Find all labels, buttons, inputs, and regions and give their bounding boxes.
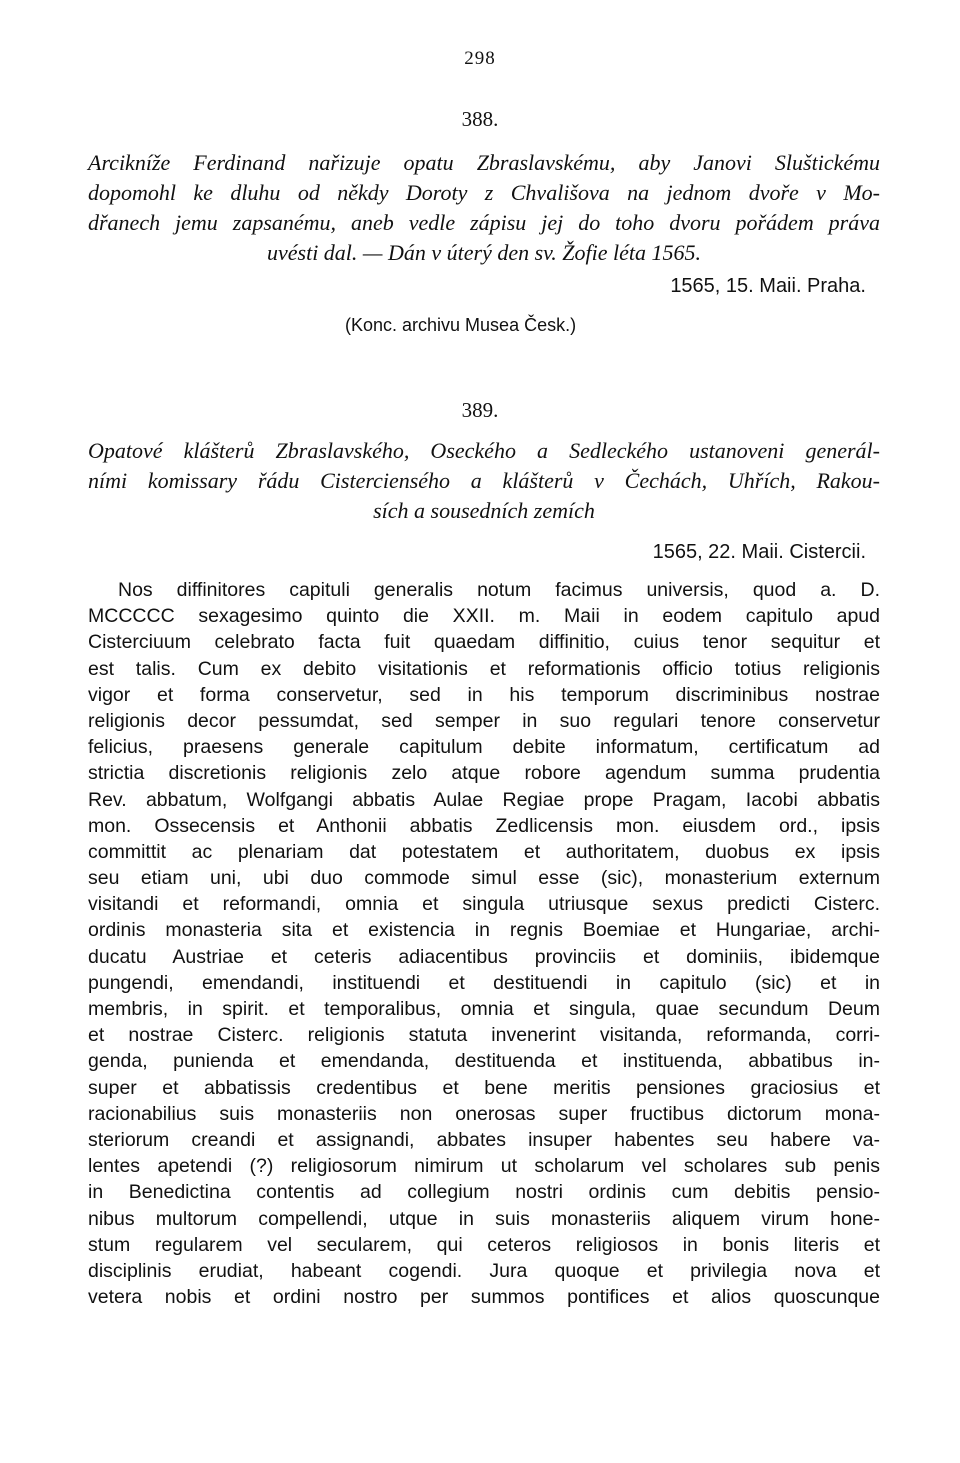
heading-line: Opatové klášterů Zbraslavského, Oseckého a Sedleckého ustanoveni generál- <box>88 438 880 463</box>
body-line: Rev. abbatum, Wolfgangi abbatis Aulae Regiae prope Pragam, Iacobi abbatis <box>88 788 880 811</box>
body-line: racionabilius suis monasteriis non onerosas super fructibus dictorum mona- <box>88 1102 880 1125</box>
body-line: visitandi et reformandi, omnia et singula utriusque sexus predicti Cisterc. <box>88 893 880 916</box>
body-line: nibus multorum compellendi, utque in suis monasteriis aliquem virum hone- <box>88 1207 880 1230</box>
entry-389-date-place: 1565, 22. Maii. Cistercii. <box>652 541 866 563</box>
heading-line: dopomohl ke dluhu od někdy Doroty z Chvališova na jednom dvoře v Mo- <box>88 180 880 205</box>
body-line: steriorum creandi et assignandi, abbates insuper habentes seu habere va- <box>88 1128 880 1151</box>
body-line: est talis. Cum ex debito visitationis et reformationis officio totius religionis <box>88 657 880 680</box>
body-line: felicius, praesens generale capitulum debite informatum, certificatum ad <box>88 736 880 759</box>
body-line: membris, in spirit. et temporalibus, omnia et singula, quae secundum Deum <box>88 998 880 1020</box>
body-line: MCCCCC sexagesimo quinto die XXII. m. Maii in eodem capitulo apud <box>88 605 880 628</box>
body-line: religionis decor pessumdat, sed semper in suo regulari tenore conservetur <box>88 709 880 732</box>
body-line: et nostrae Cisterc. religionis statuta invenerint visitanda, reformanda, corri- <box>88 1024 880 1047</box>
body-line: super et abbatissis credentibus et bene meritis pensiones graciosius et <box>88 1076 880 1099</box>
heading-line: uvésti dal. — Dán v úterý den sv. Žofie léta 1565. <box>266 240 702 265</box>
entry-388-source-note: (Konc. archivu Musea Česk.) <box>345 315 577 335</box>
body-line: stum regularem vel secularem, qui ceteros religiosos in bonis literis et <box>88 1233 880 1256</box>
page-number: 298 <box>464 48 496 69</box>
body-line: vigor et forma conservetur, sed in his temporum discriminibus nostrae <box>88 683 880 706</box>
body-line: ducatu Austriae et ceteris adiacentibus provinciis et dominiis, ibidemque <box>88 945 880 968</box>
body-line: in Benedictina contentis ad collegium nostri ordinis cum debitis pensio- <box>88 1181 880 1204</box>
heading-line: ními komissary řádu Cisterciensého a klášterů v Čechách, Uhřích, Rakou- <box>88 468 880 493</box>
body-line: Nos diffinitores capituli generalis notum facimus universis, quod a. D. <box>118 579 880 601</box>
body-line: disciplinis erudiat, habeant cogendi. Jura quoque et privilegia nova et <box>88 1259 880 1282</box>
entry-number-388: 388. <box>461 107 499 131</box>
entry-389-body-text <box>88 577 880 1310</box>
heading-line: Arcikníže Ferdinand nařizuje opatu Zbraslavskému, aby Janovi Sluštickému <box>88 150 880 175</box>
body-line: ordinis monasteria sita et existencia in regnis Boemiae et Hungariae, archi- <box>88 919 880 942</box>
body-line: genda, punienda et emendanda, destituenda et instituenda, abbatibus in- <box>88 1050 880 1073</box>
heading-line: sích a sousedních zemích <box>373 498 595 523</box>
heading-line: dřanech jemu zapsanému, aneb vedle zápisu jej do toho dvoru pořádem práva <box>88 210 880 235</box>
entry-389-heading <box>88 436 880 526</box>
body-line: seu etiam uni, ubi duo commode simul esse (sic), monasterium externum <box>88 867 880 890</box>
body-line: lentes apetendi (?) religiosorum nimirum ut scholarum vel scholares sub penis <box>88 1155 880 1178</box>
body-line: strictia discretionis religionis zelo atque robore agendum summa prudentia <box>88 762 880 785</box>
body-line: mon. Ossecensis et Anthonii abbatis Zedlicensis mon. eiusdem ord., ipsis <box>88 814 880 837</box>
body-line: vetera nobis et ordini nostro per summos pontifices et alios quoscunque <box>88 1286 880 1309</box>
entry-388-date-place: 1565, 15. Maii. Praha. <box>670 275 866 297</box>
body-line: pungendi, emendandi, instituendi et destituendi in capitulo (sic) et in <box>88 971 880 994</box>
entry-388-heading <box>88 148 880 268</box>
body-line: Cisterciuum celebrato facta fuit quaedam diffinitio, cuius tenor sequitur et <box>88 631 880 654</box>
entry-number-389: 389. <box>461 398 499 422</box>
body-line: committit ac plenariam dat potestatem et authoritatem, duobus ex ipsis <box>88 840 880 863</box>
